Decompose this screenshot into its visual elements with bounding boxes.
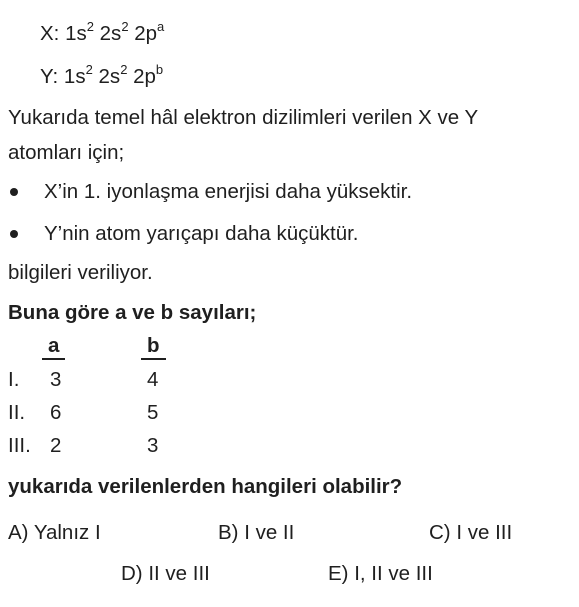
- option-e[interactable]: E) I, II ve III: [328, 562, 433, 585]
- cell-a: 3: [50, 368, 62, 391]
- column-header-b: b: [141, 336, 166, 360]
- row-label: I.: [8, 368, 20, 391]
- option-d[interactable]: D) II ve III: [121, 562, 210, 585]
- column-header-a: a: [42, 336, 65, 360]
- given-text: bilgileri veriliyor.: [8, 261, 153, 284]
- bullet-dot-icon: [10, 188, 18, 196]
- row-label: III.: [8, 434, 31, 457]
- question-lead: Buna göre a ve b sayıları;: [8, 301, 257, 324]
- option-c[interactable]: C) I ve III: [429, 521, 513, 544]
- cell-b: 5: [147, 401, 159, 424]
- cell-b: 4: [147, 368, 159, 391]
- option-b[interactable]: B) I ve II: [218, 521, 295, 544]
- cell-a: 2: [50, 434, 62, 457]
- config-x: X: $1s^2$ $2s^2$ $2p^a$: [40, 19, 165, 45]
- row-label: II.: [8, 401, 26, 424]
- config-y: Y: $1s^2$ $2s^2$ $2p^b$: [40, 62, 164, 88]
- intro-line-2: atomları için;: [8, 141, 125, 164]
- question-tail: yukarıda verilenlerden hangileri olabilir?: [8, 475, 403, 498]
- bullet-dot-icon: [10, 230, 18, 238]
- option-a[interactable]: A) Yalnız I: [8, 521, 101, 544]
- cell-a: 6: [50, 401, 62, 424]
- intro-line-1: Yukarıda temel hâl elektron dizilimleri verilen X ve Y: [8, 106, 479, 129]
- bullet-text: Y’nin atom yarıçapı daha küçüktür.: [44, 222, 359, 245]
- bullet-text: X’in 1. iyonlaşma enerjisi daha yüksektir.: [44, 180, 413, 203]
- cell-b: 3: [147, 434, 159, 457]
